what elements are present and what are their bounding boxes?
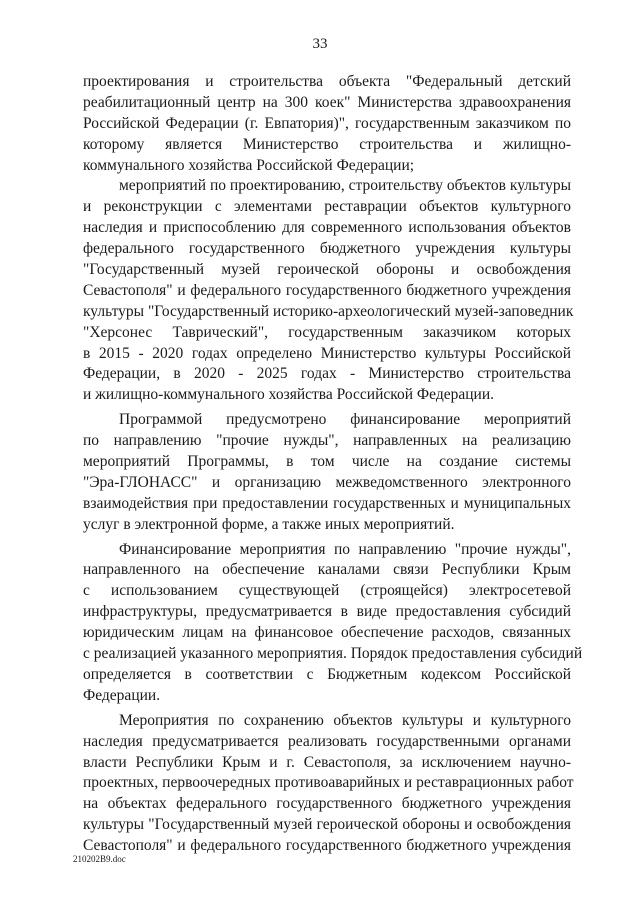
paragraph-3 (83, 410, 571, 535)
text-line: взаимодействия при предоставлении государственных и муниципальных (83, 494, 571, 512)
text-line: услуг в электронной форме, а также иных мероприятий. (83, 515, 455, 533)
text-line: с использованием существующей (строящейся) электросетевой (83, 582, 571, 600)
text-line: культуры "Государственный музей героической обороны и освобождения (83, 816, 571, 834)
paragraph-2 (83, 176, 574, 406)
text-line: Российской Федерации (г. Евпатория)", государственным заказчиком по (83, 114, 571, 132)
text-line: по направлению "прочие нужды", направленных на реализацию (83, 432, 571, 450)
text-line: Севастополя" и федерального государственного бюджетного учреждения (83, 281, 571, 299)
text-line: мероприятий по проектированию, строительству объектов культуры (119, 177, 571, 195)
text-line: Федерации. (83, 686, 161, 704)
text-line: Севастополя" и федерального государственного бюджетного учреждения (83, 837, 571, 855)
text-line: Федерации, в 2020 - 2025 годах - Министерство строительства (83, 365, 571, 383)
paragraph-1 (83, 72, 571, 176)
text-line: которому является Министерство строительства и жилищно- (83, 135, 571, 153)
page-number: 33 (312, 36, 328, 52)
text-line: наследия предусматривается реализовать государственными органами (83, 732, 571, 750)
text-line: Финансирование мероприятия по направлению "прочие нужды", (119, 540, 571, 558)
text-line: проектных, первоочередных противоаварийных и реставрационных работ (83, 774, 574, 792)
text-line: на объектах федерального государственного бюджетного учреждения (83, 795, 571, 813)
text-line: определяется в соответствии с Бюджетным кодексом Российской (83, 665, 571, 683)
text-line: инфраструктуры, предусматривается в виде предоставления субсидий (83, 603, 571, 621)
paragraph-5 (83, 711, 574, 857)
text-line: проектирования и строительства объекта "Федеральный детский (83, 73, 571, 90)
document-body (83, 72, 583, 857)
text-line: "Херсонес Таврический", государственным заказчиком которых (83, 323, 571, 341)
text-line: "Эра-ГЛОНАСС" и организацию межведомственного электронного (83, 473, 571, 491)
document-file-code: 210202B9.doc (73, 854, 126, 864)
text-line: федерального государственного бюджетного учреждения культуры (83, 240, 571, 258)
text-line: "Государственный музей героической обороны и освобождения (83, 261, 571, 279)
text-line: мероприятий Программы, в том числе на создание системы (83, 453, 571, 471)
text-line: юридическим лицам на финансовое обеспечение расходов, связанных (83, 624, 571, 642)
text-line: культуры "Государственный историко-археологический музей-заповедник (83, 302, 574, 320)
text-line: и реконструкции с элементами реставрации объектов культурного (83, 198, 571, 216)
text-line: направленного на обеспечение каналами связи Республики Крым (83, 561, 571, 579)
text-line: наследия и приспособлению для современного использования объектов (83, 219, 571, 237)
text-line: коммунального хозяйства Российской Федерации; (83, 156, 415, 174)
paragraph-4 (83, 540, 583, 707)
text-line: власти Республики Крым и г. Севастополя, за исключением научно- (83, 753, 571, 771)
text-line: реабилитационный центр на 300 коек" Министерства здравоохранения (83, 93, 571, 111)
text-line: в 2015 - 2020 годах определено Министерство культуры Российской (83, 344, 571, 362)
text-line: и жилищно-коммунального хозяйства Российской Федерации. (83, 386, 494, 404)
text-line: Мероприятия по сохранению объектов культуры и культурного (119, 711, 571, 729)
text-line: с реализацией указанного мероприятия. Порядок предоставления субсидий (83, 645, 583, 663)
text-line: Программой предусмотрено финансирование мероприятий (119, 411, 571, 429)
